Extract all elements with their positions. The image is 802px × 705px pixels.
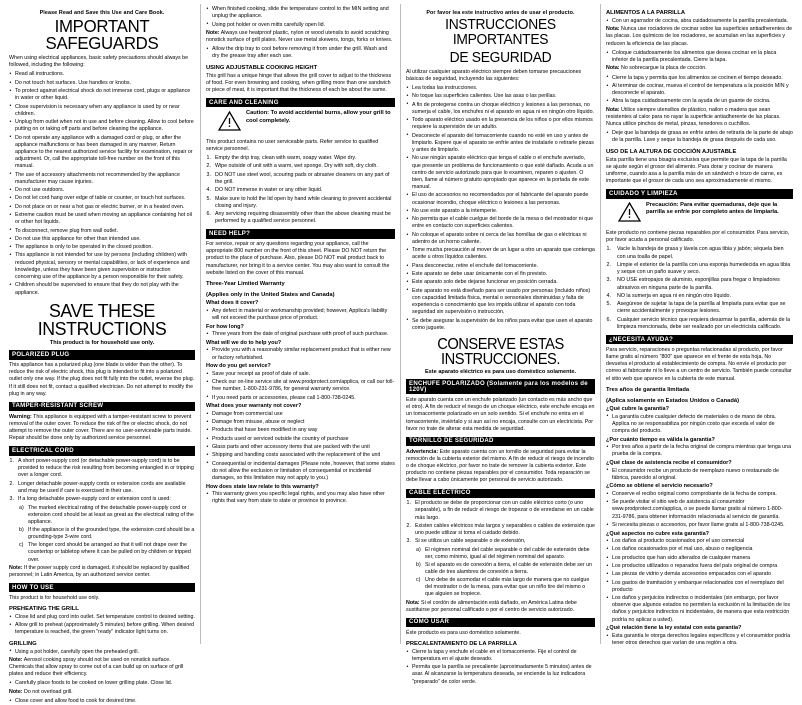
note-label: Note: [9,656,23,663]
list-item: If a long detachable power-supply cord or extension cord is used: [18,496,171,503]
list-item: • Todo aparato eléctrico usado en la presencia de los niños o por ellos mismos requiere la supervisión de un adulto. [406,117,595,131]
nota-label: Nota: [406,599,420,606]
cable-electrico-list [406,500,595,545]
list-item: Existen cables eléctricos más largos y separables o cables de extensión que uno puede utilizar si toma el cuidado debido. [415,522,595,537]
cable-electrico-sublist [406,547,595,599]
list-item: • Products used or serviced outside the country of purchase [206,436,395,443]
alimentos-list-4 [606,130,793,144]
garantia-a4-list [606,491,793,529]
section-bar-how-to-use: HOW TO USE [9,583,195,592]
garantia-title-spanish: Tres años de garantía limitada [606,386,690,393]
garantia-q3: ¿Qué clase de asistencia recibe el consumidor? [606,460,732,467]
warning-triangle-icon [218,110,246,136]
read-and-save-lede: Please Read and Save this Use and Care Book. [39,10,165,16]
alimentos-list-3 [606,75,793,106]
advertencia-label: Advertencia: [406,448,439,455]
list-item: • Save your receipt as proof of date of sale. [206,371,395,378]
list-item: Si se utiliza un cable separable o de extensión, [415,538,526,545]
list-item: El régimen nominal del cable separable o del cable de extensión debe ser, como mínimo, igual al del régimen nominal del aparato. [425,546,590,560]
warranty-q6: How does state law relate to this warranty? [206,483,319,490]
list-item: • No use ningún aparato eléctrico que tenga el cable o el enchufe averiado, que presente un problema de funcionamiento o que esté dañado. Acuda a un centro de servicio autorizado para que lo examinen, reparen o ajusten. O bien, llame al número gratuito apropiado que aparece en la portada de este manual. [406,155,595,191]
list-item: • Los daños y perjuicios indirectos o incidentales (sin embargo, por favor observe que algunos estados no permiten la exclusión ni la limitación de los daños y perjuicios indirectos ni incidentales, de manera que esta restricción podría no aplicar a usted). [606,595,793,624]
list-item: Make sure to hold the lid open by hand while cleaning to prevent accidental closing and injury. [215,195,392,209]
list-item: Longer detachable power-supply cords or extension cords are available and may be used if care is exercised in their use. [18,480,186,494]
section-bar-tamper-resistant-screw: TAMPER-RESISTANT SCREW [9,402,195,411]
list-item: If the appliance is of the grounded type, the extension cord should be a grounding-type 3-wire cord. [28,526,195,541]
lea-este-instructivo-lede: Por favor lea este instructivo antes de usar el producto. [426,10,575,16]
list-item: • Glass parts and other accessory items that are packed with the unit [206,444,395,451]
grilling-list-2 [9,680,195,687]
list-item: • El consumidor recibe un producto de reemplazo nuevo o restaurado de fábrica, parecido al original. [606,468,793,482]
precalentamiento-list [406,649,595,686]
list-item: • Do not touch hot surfaces. Use handles or knobs. [9,80,195,87]
grilling-note-1-text: Aerosol cooking spray should not be used on nonstick surface. Chemicals that allow spray to come out of a can build up on surface of grill plates and reduce their efficiency. [9,656,184,678]
tornillo-seguridad-text: Este aparato cuenta con un tornillo de seguridad para evitar la remoción de la cubierta exterior del mismo. A fin de reducir el riesgo de incendio o de choque eléctrico, por favor no trate de remover la cubierta exterior. Este producto no contiene piezas reparables por el consumidor. Toda reparación se debe llevar a cabo únicamente por personal de servicio autorizado. [406,448,594,484]
list-item: • Close lid and plug cord into outlet. Set temperature control to desired setting. [9,614,195,621]
precalentamiento-head: PRECALENTAMIENTO DE LA PARRILLA [406,640,517,647]
how-to-use-body: This product is for household use only. [9,594,100,601]
list-item: • Read all instructions. [9,71,195,78]
warning-triangle-icon [618,202,646,228]
note-label: Note: [206,29,220,36]
list-item: • No toque las superficies calientes. Use las asas o las perillas. [406,93,595,100]
alimentos-nota-3 [606,107,793,129]
garantia-a3-list [606,468,793,482]
list-item: Empty the drip tray, clean with warm, soapy water. Wipe dry. [215,155,357,162]
grilling-note-1 [9,657,195,679]
list-item: • El uso de accesorios no recomendados por el fabricante del aparato puede ocasionar incendio, choque eléctrico o lesiones a las personas. [406,192,595,206]
preheating-list [9,614,195,637]
list-item: • Provide you with a reasonably similar replacement product that is either new or factory refurbished. [206,347,395,361]
nota-label: Nota: [606,106,620,113]
alimentos-nota-2 [606,65,793,72]
grilling-note-2-text: Do not overload grill. [24,688,73,695]
section-bar-enchufe-polarizado: ENCHUFE POLARIZADO (Solamente para los modelos de 120V) [406,379,595,394]
list-item: • Cierre la tapa y enchufe el cable en el tomacorriente. Fije el control de temperatura en el ajuste deseado. [406,649,595,663]
altura-coccion-body: Esta parrilla tiene una bisagra exclusiva que permite que la tapa de la parrilla se ajuste según el grosor del alimento. Para dorar y cocinar de manera uniforme, cuando asa a la parrilla más de un sándwich o trozo de carne, es importante que el grosor de cada uno sea aproximadamente el mismo. [606,156,787,185]
section-bar-polarized-plug: POLARIZED PLUG [9,350,195,359]
grilling-continued-list [206,6,395,29]
garantia-q2: ¿Por cuánto tiempo es válida la garantía? [606,436,715,443]
warranty-q4: How do you get service? [206,363,271,370]
list-item: Wipe outside of unit with a warm, wet sponge. Dry with soft, dry cloth. [215,163,378,170]
list-item: • Se puede visitar el sitio web de asistencia al consumidor www.prodprotect.com/applica, o se puede llamar gratis al número 1-800-231-9786, para obtener información relacionada al servicio de garantía. [606,499,793,521]
garantia-q5: ¿Qué aspectos no cubre esta garantía? [606,530,710,537]
list-item: • La garantía cubre cualquier defecto de materiales o de mano de obra. Applica no se responsabiliza por ningún costo que exceda el valor de compra del producto. [606,414,793,436]
adjustable-cooking-height-head: USING ADJUSTABLE COOKING HEIGHT [206,64,318,71]
tornillo-seguridad-body [406,449,595,485]
caution-block-spanish [606,202,793,228]
section-bar-cuidado-y-limpieza: CUIDADO Y LIMPIEZA [606,189,793,198]
list-item: • Tome mucha precaución al mover de un lugar a otro un aparato que contenga aceite u otros líquidos calientes. [406,247,595,261]
warranty-a2-list [206,331,395,338]
cable-nota-text: Si el cordón de alimentación está dañado, en América Latina debe sustituirse por personal calificado o por el centro de servicio autorizado. [406,599,577,613]
list-item: • Any defect in material or workmanship provided; however, Applica's liability will not exceed the purchase price of product. [206,308,395,322]
grilling-head: GRILLING [9,640,37,647]
cord-note-text: If the power supply cord is damaged, it should be replaced by qualified personnel; in Latin America, by an authorized service center. [9,564,190,578]
warranty-q1: What does it cover? [206,300,259,307]
note-label: Note: [9,564,23,571]
garantia-q6: ¿Qué relación tiene la ley estatal con esta garantía? [606,625,742,632]
warranty-a4-list [206,371,395,402]
altura-coccion-head: USO DE LA ALTURA DE COCCIÓN AJUSTABLE [606,148,737,155]
list-item: Cualquier servicio técnico que requiera desarmar la parrilla, además de la limpieza mencionada, debe ser realizado por un electricista calificado. [617,316,791,330]
section-bar-necesita-ayuda: ¿NECESITA AYUDA? [606,335,793,344]
list-item: • Abra la tapa cuidadosamente con la ayuda de un guante de cocina. [606,98,793,105]
caution-text-spanish: Precaución: Para evitar quemaduras, deje que la parrilla se enfríe por completo antes de limpiarla. [646,201,779,215]
list-item: • This warranty gives you specific legal rights, and you may also have other rights that vary from state to state or province to province. [206,491,395,505]
household-use-note: This product is for household use only. [49,339,155,346]
garantia-q4: ¿Cómo se obtiene el servicio necesario? [606,483,713,490]
list-item: • Los productos que han sido alterados de cualquier manera [606,555,793,562]
tamper-screw-text: This appliance is equipped with a tamper-resistant screw to prevent removal of the outer cover. To reduce the risk of fire or electric shock, do not attempt to remove the outer cover. There are no user-serviceable parts inside. Repair should be done only by authorized service personnel. [9,413,192,442]
section-bar-electrical-cord: ELECTRICAL CORD [9,446,195,455]
care-intro-body: This product contains no user serviceable parts. Refer service to qualified service personnel. [206,138,379,152]
list-item: • Esta garantía le otorga derechos legales específicos y el consumidor podría tener otros derechos que varían de una región a otra. [606,633,793,647]
list-item: • Carefully place foods to be cooked on lower grilling plate. Close lid. [9,680,195,687]
garantia-a6-list [606,633,793,647]
enchufe-polarizado-body: Este aparato cuenta con un enchufe polarizado (un contacto es más ancho que el otro). A fin de reducir el riesgo de un choque eléctrico, este enchufe encaja en un tomacorriente polarizado en un solo sentido. Si el enchufe no entra en el tomacorriente, inviértalo y si aun así no encaja, consulte con un electricista. Por favor no trate de alterar esta medida de seguridad. [406,396,595,432]
column-3-spanish-safeguards [400,4,600,685]
tamper-screw-body [9,414,195,443]
list-item: • The appliance is only to be operated in the closed position. [9,244,195,251]
page-title-instrucciones-line2: DE SEGURIDAD [449,49,552,66]
list-item: • Este aparato no está diseñado para ser usado por personas (incluido niños) con capacidad limitada física, mental o sensoriales disminuidas y falta de experiencia o conocimiento que les impida utilizar el aparato con toda seguridad sin supervisión o instrucción. [406,288,595,317]
section-bar-cable-electrico: CABLE ELÉCTRICO [406,489,595,498]
alimentos-nota-2-text: No sobrecargue la placa de cocción. [621,65,707,72]
warranty-q5: What does your warranty not cover? [206,403,302,410]
list-item: The longer cord should be arranged so that it will not drape over the countertop or tabletop where it can be pulled on by children or tripped over. [28,542,191,563]
preheating-the-grill-head: PREHEATING THE GRILL [9,605,79,612]
nota-label: Nota: [606,65,620,72]
warranty-title-english: Three-Year Limited Warranty [206,281,285,288]
uso-domestico-note: Este aparato eléctrico es para uso doméstico solamente. [424,368,577,375]
page-title-instrucciones-line1: INSTRUCCIONES IMPORTANTES [445,16,556,48]
list-item: NO USE estropajos de aluminio, esponjillas para fregar o limpiadores abrasivos en ninguna parte de la parrilla. [617,277,780,291]
list-item: • Do not use outdoors. [9,187,195,194]
garantia-q1: ¿Qué cubre la garantía? [606,406,669,413]
note-label: Note: [9,688,23,695]
drip-tray-list [206,46,395,60]
need-help-body: For service, repair or any questions regarding your appliance, call the appropriate 800 number on the front of this sheet. Please DO NOT return the product to the place of purchase. Also, please DO NOT mail product back to manufacturer, nor bring it to a service center. You may also want to consult the website listed on the cover of this manual. [206,241,390,276]
list-item: • This appliance is not intended for use by persons (including children) with reduced physical, sensory or mental capabilities, or lack of experience and knowledge, unless they have been given supervision or instruction concerning use of the appliance by a person responsible for their safety. [9,252,195,281]
safeguards-list [9,71,195,296]
electrical-cord-sublist [9,505,195,564]
section-bar-need-help: NEED HELP? [206,229,395,238]
section-bar-tornillo-de-seguridad: TORNILLO DE SEGURIDAD [406,437,595,446]
list-item: • Por tres años a partir de la fecha original de compra mientras que tenga una prueba de la compra. [606,444,793,458]
list-item: • Damage from misuse, abuse or neglect [206,419,395,426]
list-item: • Do not operate any appliance with a damaged cord or plug, or after the appliance malfunctions or has been damaged in any manner. Return appliance to the nearest authorized service facility for examination, repair or adjustment. Or, call the appropriate toll-free number on the front of this manual. [9,135,195,171]
list-item: Limpie el exterior de la parrilla con una esponja humedecida en agua tibia y seque con un paño suave y seco. [617,261,791,276]
warranty-q3: What will we do to help you? [206,340,282,346]
alimentos-nota-3-text: Utilice siempre utensilios de plástico, nailon o madera que sean resistentes al calor para no rayar la superficie antiadherente de las placas. Nunca utilice pinchos de metal, pinzas, tenedores o cuchillos. [606,106,781,128]
list-item: • Coloque cuidadosamente los alimentos que desea cocinar en la placa inferior de la parrilla precalentada. Cierre la tapa. [606,50,793,64]
list-item: • Unplug from outlet when not in use and before cleaning. Allow to cool before putting on or taking off parts and before cleaning the appliance. [9,119,195,133]
list-item: DO NOT use steel wool, scouring pads or abrasive cleaners on any part of the grill. [215,171,390,185]
seguridad-list [406,85,595,332]
list-item: Asegúrese de sujetar la tapa de la parrilla al limpiarla para evitar que se cierre accidentalmente y provoque lesiones. [617,301,786,315]
list-item: NO la sumerja en agua ni en ningún otro líquido. [617,292,731,299]
warranty-a5-list [206,411,395,482]
warning-label: Warning: [9,413,32,420]
list-item: • Using pot holder or oven mitts carefully open lid. [206,22,395,29]
garantia-a2-list [606,444,793,458]
list-item: • Con un agarrador de cocina, abra cuidadosamente la parrilla precalentada. [606,18,793,25]
list-item: • Permita que la parrilla se precaliente (aproximadamente 5 minutos) antes de asar. Al alcanzarse la temperatura deseada, se enciende la luz indicadora "preparado" de color verde. [406,664,595,686]
list-item: El producto se debe de proporcionar con un cable eléctrico corto (o uno separable), a fin de reducir el riesgo de tropezar o de enredarse en un cable más largo. [415,500,594,521]
list-item: • Este aparato solo debe dejarse funcionar en posición cerrada. [406,279,595,286]
list-item: • Check our on-line service site at www.prodprotect.com/applica, or call our toll-free number, 1-800-231-9786, for general warranty service. [206,379,395,393]
alimentos-a-la-parrilla-head: ALIMENTOS A LA PARRILLA [606,10,686,16]
list-item: • Lea todas las instrucciones. [406,85,595,92]
necesita-ayuda-body: Para servicio, reparaciones o preguntas relacionadas al producto, por favor llame gratis al número "800" que aparece en el frente de esta hoja. No devuelva el producto al establecimiento de compra. No envíe el producto por correo al fabricante ni lo lleve a un centro de servicio. También puede consultar el sitio web que aparece en la cubierta de este manual. [606,346,792,382]
list-item: • Damage from commercial use [206,411,395,418]
list-item: • Cierre la tapa y permita que los alimentos se cocinen el tiempo deseado. [606,75,793,82]
list-item: • The use of accessory attachments not recommended by the appliance manufacturer may cause injuries. [9,172,195,186]
list-item: • Deje que la bandeja de grasa se enfríe antes de retirarla de la parte de abajo de la parrilla. Lave y seque la bandeja de grasa después de cada uso. [606,130,793,144]
list-item: The marked electrical rating of the detachable power-supply cord or extension cord should be at least as great as the electrical rating of the appliance. [28,504,194,525]
section-bar-care-and-cleaning: CARE AND CLEANING [206,98,395,107]
page-title-important-safeguards: IMPORTANT SAFEGUARDS [45,15,159,53]
list-item: • A fin de protegerse contra un choque eléctrico y lesiones a las personas, no sumerja el cable, los enchufes ni el aparato en agua ni en ningún otro líquido. [406,102,595,116]
list-item: Uno debe de acomodar el cable más largo de manera que no cuelgue del mostrador o de la mesa, para evitar que un niño tire del mismo o que alguien se tropiece. [425,577,590,598]
cable-nota [406,600,595,614]
list-item: • When finished cooking, slide the temperature control to the MIN setting and unplug the appliance. [206,6,395,20]
alimentos-nota-1 [606,26,793,48]
list-item: • To disconnect, remove plug from wall outlet. [9,228,195,235]
list-item: • To protect against electrical shock do not immerse cord, plugs or appliance in water or other liquid. [9,88,195,102]
list-item: • Los daños ocasionados por el mal uso, abuso o negligencia [606,546,793,553]
list-item: • Allow the drip tray to cool before removing it from under the grill. Wash and dry the grease tray after each use. [206,46,395,60]
list-item: • If you need parts or accessories, please call 1-800-738-0245. [206,395,395,402]
list-item: • Las piezas de vidrio y demás accesorios empacados con el aparato [606,571,793,578]
care-cleaning-list [206,155,395,225]
warranty-a6-list [206,491,395,505]
list-item: Si el aparato es de conexión a tierra, el cable de extensión debe ser un cable de tres alambres de conexión a tierra. [425,561,592,576]
grilling-list-1 [9,649,195,656]
alimentos-list-1 [606,18,793,25]
nota-label: Nota: [606,26,620,33]
list-item: • Do not place on or near a hot gas or electric burner, or in a heated oven. [9,204,195,211]
seguridad-intro: Al utilizar cualquier aparato eléctrico siempre deben tomarse precauciones básicas de seguridad, incluyendo las siguientes: [406,68,582,82]
section-bar-como-usar: COMO USAR [406,618,595,627]
cuidado-limpieza-list [606,246,793,331]
list-item: • Do not use this appliance for other than intended use. [9,236,195,243]
list-item: • Si necesita piezas o accesorios, por favor llame gratis al 1-800-738-0245. [606,522,793,529]
alimentos-list-2 [606,50,793,64]
alimentos-nota-1-text: Nunca use rociadores de cocinar sobre las superficies antiadherentes de las placas. Los químicos de los rociadores, se acumulan en las superficies y reducen la eficiencia de las placas. [606,26,793,47]
utensils-note-text: Always use heatproof plastic, nylon or wood utensils to avoid scratching nonstick surface of grill plates. Never use metal skewers, tongs, forks or knives. [206,29,393,43]
list-item: • Close cover and allow food to cook for desired time. [9,698,195,705]
caution-block-english [206,110,395,136]
list-item: • Para desconectar, retire el enchufe del tomacorriente. [406,263,595,270]
electrical-cord-list [9,458,195,503]
list-item: • Este aparato se debe usar únicamente con el fin previsto. [406,271,595,278]
warranty-a1-list [206,308,395,322]
warranty-q2: For how long? [206,323,244,330]
list-item: • Three years from the date of original purchase with proof of such purchase. [206,331,395,338]
list-item: Any servicing requiring disassembly other than the above cleaning must be performed by a qualified service personnel. [215,211,391,225]
warranty-scope-english: (Applies only in the United States and Canada) [206,292,335,298]
list-item: • Close supervision is necessary when any appliance is used by or near children. [9,104,195,118]
warranty-a3-list [206,347,395,361]
list-item: • Desconecte el aparato del tomacorriente cuando no esté en uso y antes de limpiarlo. Espere que el aparato se enfríe antes de instalarle o retirarle piezas y antes de limpiarlo. [406,133,595,155]
list-item: DO NOT immerse in water or any other liquid. [215,187,323,194]
list-item: • Se debe asegurar la supervisión de los niños para evitar que usen el aparato como juguete. [406,318,595,332]
list-item: Vacíe la bandeja de grasa y lávela con agua tibia y jabón; séquela bien con una toalla de papel. [617,246,784,260]
grilling-note-2 [9,689,195,696]
list-item: A short power-supply cord (or detachable power-supply cord) is to be provided to reduce the risk resulting from becoming entangled in or tripping over a longer cord. [18,458,194,479]
list-item: • Los daños al producto ocasionados por el uso comercial [606,538,793,545]
como-usar-body: Éste producto es para uso doméstico solamente. [406,629,521,636]
list-item: • Los gastos de tramitación y embarque relacionados con el reemplazo del producto [606,580,793,594]
column-4-spanish-care-warranty [600,4,798,647]
cuidado-intro-body: Este producto no contiene piezas reparables por el consumidor. Para servicio, por favor acuda a personal calificado. [606,230,790,244]
garantia-a5-list [606,538,793,624]
polarized-plug-body: This appliance has a polarized plug (one blade is wider than the other). To reduce the risk of electric shock, this plug is intended to fit into a polarized outlet only one way. If the plug does not fit fully into the outlet, reverse the plug. If it still does not fit, contact a qualified electrician. Do not attempt to modify the plug in any way. [9,362,195,397]
list-item: • Consequential or incidental damages (Please note, however, that some states do not allow the exclusion or limitation of consequential or incidental damages, so this limitation may not apply to you.) [206,461,395,483]
garantia-a1-list [606,414,793,436]
list-item: • Children should be supervised to ensure that they do not play with the appliance. [9,282,195,296]
cord-note [9,565,195,579]
list-item: • Los productos utilizados o reparados fuera del país original de compra [606,563,793,570]
list-item: • Al terminar de cocinar, mueva el control de temperatura a la posición MIN y desconecte el aparato. [606,83,793,97]
list-item: • No use este aparato a la intemperie. [406,208,595,215]
save-these-instructions-title: SAVE THESE INSTRUCTIONS [37,299,167,340]
safeguards-intro: When using electrical appliances, basic safety precautions should always be followed, including the following: [9,55,189,69]
garantia-scope-spanish: (Aplica solamente en Estados Unidos o Canadá) [606,397,740,404]
list-item: • No coloque el aparato sobre ni cerca de las hornillas de gas o eléctricas ni adentro de un horno caliente. [406,232,595,246]
list-item: • Using a pot holder, carefully open the preheated grill. [9,649,195,656]
list-item: • Conserve el recibo original como comprobante de la fecha de compra. [606,491,793,498]
utensils-note [206,30,395,44]
column-1-english-safeguards [4,4,200,704]
list-item: • Shipping and handling costs associated with the replacement of the unit [206,452,395,459]
list-item: • No permita que el cable cuelgue del borde de la mesa o del mostrador ni que entre en contacto con superficies calientes. [406,216,595,230]
list-item: • Do not let cord hang over edge of table or counter, or touch hot surfaces. [9,195,195,202]
list-item: • Extreme caution must be used when moving an appliance containing hot oil or other hot liquids. [9,212,195,226]
caution-text-english: Caution: To avoid accidental burns, allow your grill to cool completely. [246,110,391,124]
list-item: • Allow grill to preheat (approximately 5 minutes) before grilling. When desired temperature is reached, the green "ready" indicator light turns on. [9,622,195,636]
list-item: • Products that have been modified in any way [206,427,395,434]
adjustable-cooking-height-body: This grill has a unique hinge that allows the grill cover to adjust to the thickness of food. For even browning and cooking, when grilling more than one sandwich or piece of meat, it is important that the thickness of each be about the same. [206,72,392,93]
grilling-list-3 [9,698,195,705]
column-2-english-care-warranty [200,4,400,644]
conserve-instrucciones-title: CONSERVE ESTAS INSTRUCCIONES. [437,335,564,369]
